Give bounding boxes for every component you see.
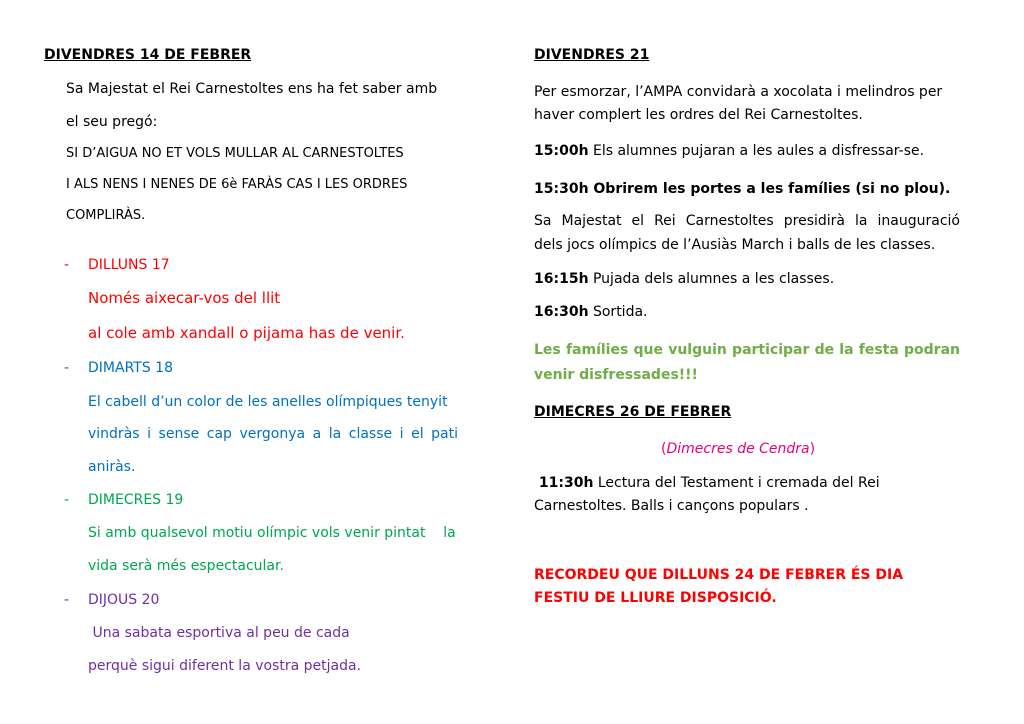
friday-14-heading: DIVENDRES 14 DE FEBRER bbox=[44, 47, 252, 63]
time-1615: 16:15h bbox=[534, 271, 589, 287]
intro-line-4: I ALS NENS I NENES DE 6è FARÀS CAS I LES ORDRES bbox=[66, 177, 408, 192]
families-line-2: venir disfressades!!! bbox=[534, 367, 698, 383]
intro-line-5: COMPLIRÀS. bbox=[66, 208, 146, 223]
monday-line-1: Només aixecar-vos del llit bbox=[88, 289, 281, 307]
intro-line-3: SI D’AIGUA NO ET VOLS MULLAR AL CARNESTOLTES bbox=[66, 146, 404, 161]
wednesday-title: DIMECRES 19 bbox=[88, 492, 184, 508]
notice-line-2: FESTIU DE LLIURE DISPOSICIÓ. bbox=[534, 590, 777, 606]
breakfast-line-1: Per esmorzar, l’AMPA convidarà a xocolata i melindros per bbox=[534, 84, 943, 100]
ash-wednesday bbox=[661, 441, 815, 457]
ash-close-paren: ) bbox=[809, 441, 816, 457]
wednesday-dash: - bbox=[64, 492, 70, 508]
thursday-title: DIJOUS 20 bbox=[88, 592, 160, 608]
tuesday-line-2: vindràs i sense cap vergonya a la classe i el pati bbox=[88, 426, 458, 442]
thursday-dash: - bbox=[64, 592, 70, 608]
thursday-line-1: Una sabata esportiva al peu de cada bbox=[88, 625, 350, 641]
intro-line-1: Sa Majestat el Rei Carnestoltes ens ha fet saber amb bbox=[66, 81, 438, 97]
schedule-1130-line-2: Carnestoltes. Balls i cançons populars . bbox=[534, 498, 809, 514]
tuesday-title: DIMARTS 18 bbox=[88, 360, 173, 376]
friday-21-heading: DIVENDRES 21 bbox=[534, 47, 650, 63]
time-1130: 11:30h bbox=[534, 475, 594, 491]
notice-line-1: RECORDEU QUE DILLUNS 24 DE FEBRER ÉS DIA bbox=[534, 567, 904, 583]
thursday-line-2: perquè sigui diferent la vostra petjada. bbox=[88, 658, 362, 674]
time-1630: 16:30h bbox=[534, 304, 589, 320]
families-line-1: Les famílies que vulguin participar de la festa podran bbox=[534, 342, 960, 358]
text-1500: Els alumnes pujaran a les aules a disfressar-se. bbox=[588, 143, 925, 159]
tuesday-line-1: El cabell d’un color de les anelles olímpiques tenyit bbox=[88, 394, 448, 410]
monday-line-2: al cole amb xandall o pijama has de venir. bbox=[88, 324, 405, 342]
text-1615: Pujada dels alumnes a les classes. bbox=[588, 271, 835, 287]
ash-text: Dimecres de Cendra bbox=[666, 441, 810, 457]
schedule-1530: 15:30h Obrirem les portes a les famílies (si no plou). bbox=[534, 181, 951, 197]
schedule-1630 bbox=[534, 304, 647, 320]
schedule-1130 bbox=[534, 475, 880, 491]
monday-dash: - bbox=[64, 257, 70, 273]
wednesday-26-heading: DIMECRES 26 DE FEBRER bbox=[534, 404, 732, 420]
ash-open-paren: ( bbox=[661, 441, 667, 457]
tuesday-dash: - bbox=[64, 360, 70, 376]
text-1630: Sortida. bbox=[588, 304, 648, 320]
breakfast-line-2: haver complert les ordres del Rei Carnestoltes. bbox=[534, 107, 863, 123]
wednesday-line-1: Si amb qualsevol motiu olímpic vols venir pintat la bbox=[88, 525, 456, 541]
text-1130: Lectura del Testament i cremada del Rei bbox=[593, 475, 880, 491]
monday-title: DILLUNS 17 bbox=[88, 257, 170, 273]
time-1500: 15:00h bbox=[534, 143, 589, 159]
king-line-1: Sa Majestat el Rei Carnestoltes presidirà la inauguració bbox=[534, 213, 960, 229]
schedule-1500 bbox=[534, 143, 924, 159]
king-line-2: dels jocs olímpics de l’Ausiàs March i balls de les classes. bbox=[534, 237, 936, 253]
wednesday-line-2: vida serà més espectacular. bbox=[88, 558, 284, 574]
tuesday-line-3: aniràs. bbox=[88, 459, 136, 475]
schedule-1615 bbox=[534, 271, 834, 287]
intro-line-2: el seu pregó: bbox=[66, 114, 158, 130]
